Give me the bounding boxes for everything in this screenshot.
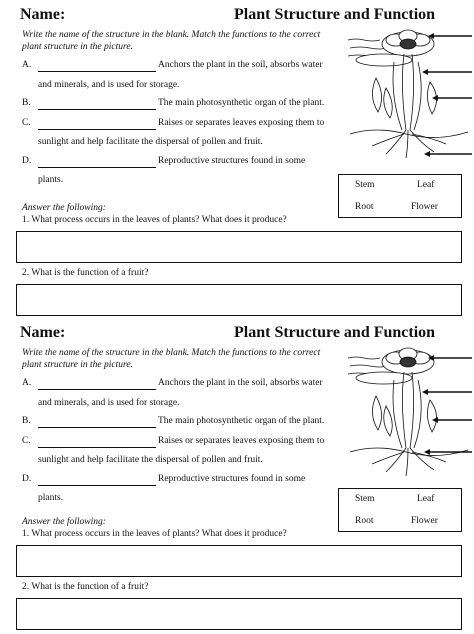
worksheet-title: Plant Structure and Function [234, 6, 436, 23]
stem [410, 372, 414, 448]
item-letter: C. [22, 436, 31, 446]
root [372, 452, 404, 464]
question-1: 1. What process occurs in the leaves of plants? What does it produce? [22, 215, 287, 225]
word-bank-term: Stem [355, 180, 375, 190]
item-letter: C. [22, 118, 31, 128]
root [412, 134, 446, 144]
item-letter: D. [22, 474, 32, 484]
plant-diagram [346, 26, 474, 162]
answer-blank[interactable] [38, 389, 156, 390]
answer-blank[interactable] [38, 447, 156, 448]
water-line [348, 39, 380, 41]
worksheet-bottom [0, 318, 474, 634]
answer-blank[interactable] [38, 167, 156, 168]
answer-heading: Answer the following: [22, 517, 106, 527]
word-bank [338, 488, 462, 532]
item-description: Anchors the plant in the soil, absorbs water [158, 378, 323, 388]
word-bank-term: Stem [355, 494, 375, 504]
word-bank-term: Flower [411, 202, 438, 212]
item-d-continuation: plants. [38, 493, 64, 503]
answer-blank[interactable] [38, 129, 156, 130]
leaf [384, 88, 393, 118]
item-description: The main photosynthetic organ of the plant. [158, 98, 325, 108]
instructions: Write the name of the structure in the blank. Match the functions to the correct plant structure in the picture. [22, 348, 321, 370]
leaf [427, 400, 436, 432]
water-line [348, 357, 380, 359]
stem [393, 380, 402, 448]
item-description: Raises or separates leaves exposing them to [158, 118, 325, 128]
worksheet-top [0, 0, 474, 316]
item-c-continuation: sunlight and help facilitate the dispersal of pollen and fruit. [38, 137, 263, 147]
item-letter: D. [22, 156, 32, 166]
question-1: 1. What process occurs in the leaves of plants? What does it produce? [22, 529, 287, 539]
answer-heading: Answer the following: [22, 203, 106, 213]
flower [382, 348, 434, 374]
root [386, 448, 406, 472]
answer-blank[interactable] [38, 485, 156, 486]
stem [414, 380, 421, 448]
word-bank [338, 174, 462, 218]
question-2: 2. What is the function of a fruit? [22, 582, 149, 592]
stem [393, 62, 402, 130]
item-a-continuation: and minerals, and is used for storage. [38, 80, 180, 90]
item-description: The main photosynthetic organ of the plant. [158, 416, 325, 426]
stem [402, 54, 406, 130]
answer-box-1[interactable] [16, 231, 462, 263]
item-description: Reproductive structures found in some [158, 156, 306, 166]
item-letter: A. [22, 378, 32, 388]
answer-blank[interactable] [38, 427, 156, 428]
word-bank-term: Flower [411, 516, 438, 526]
item-description: Reproductive structures found in some [158, 474, 306, 484]
stem [410, 54, 414, 130]
answer-box-1[interactable] [16, 545, 462, 577]
root [410, 448, 434, 470]
item-letter: B. [22, 98, 31, 108]
item-description: Anchors the plant in the soil, absorbs water [158, 60, 323, 70]
word-bank-term: Leaf [417, 180, 435, 190]
answer-box-2[interactable] [16, 284, 462, 316]
stem [402, 372, 406, 448]
instructions: Write the name of the structure in the blank. Match the functions to the correct plant structure in the picture. [22, 30, 321, 52]
word-bank-term: Leaf [417, 494, 435, 504]
leaf [372, 396, 381, 430]
water-line [350, 47, 386, 49]
answer-blank[interactable] [38, 71, 156, 72]
question-2: 2. What is the function of a fruit? [22, 268, 149, 278]
root [410, 130, 434, 152]
item-c-continuation: sunlight and help facilitate the dispersal of pollen and fruit. [38, 455, 263, 465]
root [372, 134, 404, 146]
item-a-continuation: and minerals, and is used for storage. [38, 398, 180, 408]
item-description: Raises or separates leaves exposing them to [158, 436, 325, 446]
plant-diagram [346, 344, 474, 480]
answer-box-2[interactable] [16, 598, 462, 630]
name-label: Name: [20, 324, 66, 341]
item-d-continuation: plants. [38, 175, 64, 185]
flower [382, 30, 434, 56]
word-bank-term: Root [355, 516, 374, 526]
item-letter: B. [22, 416, 31, 426]
soil-surface [350, 130, 468, 138]
leaf [372, 78, 381, 112]
water-line [350, 365, 386, 367]
word-bank-term: Root [355, 202, 374, 212]
item-letter: A. [22, 60, 32, 70]
name-label: Name: [20, 6, 66, 23]
stem [414, 62, 421, 130]
answer-blank[interactable] [38, 109, 156, 110]
worksheet-title: Plant Structure and Function [234, 324, 436, 341]
leaf [384, 406, 393, 436]
root [386, 130, 406, 154]
